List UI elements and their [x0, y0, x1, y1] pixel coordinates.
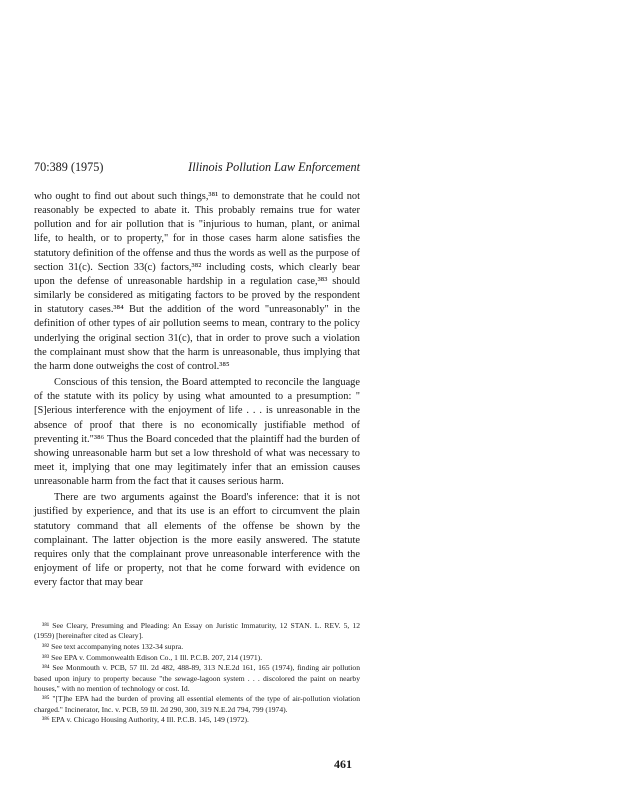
citation: 70:389 (1975)	[34, 160, 104, 174]
footnote-381: ³⁸¹ See Cleary, Presuming and Pleading: An Essay on Juristic Immaturity, 12 STAN. L. REV. 5, 12 (1959) [hereinafter cited as Cleary].	[34, 621, 360, 641]
running-header	[34, 160, 360, 176]
footnote-382: ³⁸² See text accompanying notes 132-34 supra.	[42, 641, 184, 651]
main-text	[34, 190, 360, 590]
running-title: Illinois Pollution Law Enforcement	[188, 160, 360, 174]
paragraph-3: There are two arguments against the Board's inference: that it is not justified by experience, and that its use is an effort to circumvent the plain statutory command that all elements of the offense be shown by the complainant. The latter objection is the more easily answered. The statute requires only that the complainant prove unreasonable interference with the enjoyment of life or property, not that he come forward with evidence on every factor that may bear	[34, 492, 360, 589]
page-number: 461	[334, 757, 352, 771]
footnote-383: ³⁸³ See EPA v. Commonwealth Edison Co., 1 Ill. P.C.B. 207, 214 (1971).	[42, 652, 263, 662]
footnote-386: ³⁸⁶ EPA v. Chicago Housing Authority, 4 Ill. P.C.B. 145, 149 (1972).	[42, 715, 249, 725]
paragraph-1: who ought to find out about such things,³⁸¹ to demonstrate that he could not reasonably be expected to abate it. This probably remains true for water pollution and for air pollution that is "injurious to human, plant, or animal life, to health, or to property," for in those cases harm alone satisfies the statutory definition of the offense and thus the words as well as the purpose of section 31(c). Section 33(c) factors,³⁸² including costs, which clearly bear upon the defense of unreasonable hardship in a regulation case,³⁸³ should similarly be considered as mitigating factors to be proved by the respondent in statutory cases.³⁸⁴ But the addition of the word "unreasonably" in the definition of other types of air pollution seems to mean, contrary to the policy underlying the original section 31(c), that in order to prove such a violation the complainant must show that the harm is unreasonable, thus implying that the harm done outweighs the cost of control.³⁸⁵	[34, 191, 360, 372]
paragraph-2: Conscious of this tension, the Board attempted to reconcile the language of the statute with its policy by using what amounted to a presumption: "[S]erious interference with the enjoyment of life . . . is unreasonable in the absence of proof that there is no economically justifiable method of preventing it."³⁸⁶ Thus the Board conceded that the plaintiff had the burden of showing unreasonable harm but set a low threshold of what was necessary to meet it, implying that one may legitimately infer that an emission causes unreasonable harm from the fact that it causes serious harm.	[34, 377, 360, 488]
footnote-385: ³⁸⁵ "[T]he EPA had the burden of proving all essential elements of the type of air-pollution violation charged." Incinerator, Inc. v. PCB, 59 Ill. 2d 290, 300, 319 N.E.2d 794, 799 (1974).	[34, 694, 360, 714]
footnotes	[34, 621, 360, 726]
footnote-384: ³⁸⁴ See Monmouth v. PCB, 57 Ill. 2d 482, 488-89, 313 N.E.2d 161, 165 (1974), finding air pollution based upon injury to property because "the sewage-lagoon system . . . discolored the paint on nearby houses," with no mention of technology or cost. Id.	[34, 663, 360, 693]
